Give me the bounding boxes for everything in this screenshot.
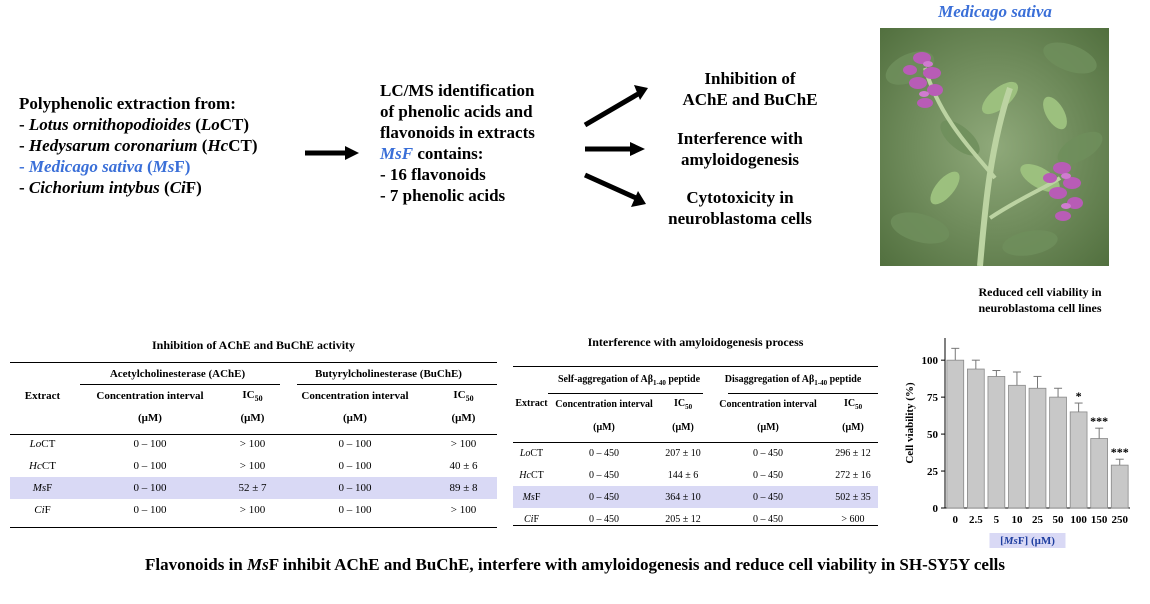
extraction-item: - Cichorium intybus (CiF) — [19, 178, 202, 197]
bar — [988, 376, 1005, 508]
x-tick-label: 10 — [1011, 514, 1023, 526]
x-axis-label: [MsF] (μM) — [1000, 535, 1055, 547]
x-tick-label: 25 — [1032, 514, 1043, 526]
table-row: CiF 0 – 450 205 ± 12 0 – 450 > 600 — [523, 513, 865, 525]
table-row: HcCT 0 – 450 144 ± 6 0 – 450 272 ± 16 — [519, 469, 871, 481]
significance-label: *** — [1090, 414, 1109, 429]
bar — [1009, 385, 1026, 508]
table1-bottom-rule — [10, 527, 497, 528]
table-row: LoCT 0 – 450 207 ± 10 0 – 450 296 ± 12 — [519, 447, 871, 459]
table2-top-rule — [513, 366, 878, 367]
significance-label: *** — [1110, 445, 1129, 460]
plant-title: Medicago sativa — [938, 2, 1052, 21]
arrow-down-right-icon — [585, 175, 646, 207]
cell-viability-chart — [895, 322, 1145, 552]
bar — [967, 369, 984, 508]
bar — [1050, 397, 1067, 508]
extraction-heading: Polyphenolic extraction from: — [19, 94, 236, 113]
y-axis-label: Cell viability (%) — [904, 382, 916, 464]
table-row-highlight: MsF 0 – 450 364 ± 10 0 – 450 502 ± 35 — [513, 486, 878, 508]
extraction-item-highlight: - Medicago sativa (MsF) — [19, 157, 191, 176]
y-tick-label: 75 — [927, 392, 938, 405]
table2-title: Interference with amyloidogenesis process — [587, 335, 804, 349]
table2: Extract Self-aggregation of $A\beta_{1-40}$ peptide Disaggregation of $A\beta_{1-40}$ peptide Concentration interval $IC_{50}$ Concentration interval $IC_{50}$ (μM) (μM) (μM) (μM) LoCT 0 – 450 207 ± 10 0 – 450 296 ± 12 HcCT 0 – 450 144 ± 6 0 – 450 272 ± 16 MsF 0 – 450 364 ± 10 0 – 450 502 ± 35 CiF 0 – 450 205 ± 12 0 – 450 > 600 — [513, 368, 878, 530]
outcome-cytotoxicity: Cytotoxicity in neuroblastoma cells — [668, 188, 812, 228]
species-name: Medicago sativa — [28, 157, 143, 176]
x-tick-label: 50 — [1052, 514, 1064, 526]
arrow-right-icon — [585, 142, 645, 156]
lcms-identification: LC/MS identification of phenolic acids and flavonoids in extracts MsF contains: - 16 flavonoids - 7 phenolic acids — [380, 81, 535, 205]
extract-header: Extract — [24, 390, 61, 402]
chart-title: Reduced cell viability in neuroblastoma cell lines — [978, 285, 1102, 315]
table2-group-header — [513, 368, 878, 392]
significance-label: * — [1075, 389, 1082, 404]
disaggregation-header: Disaggregation of $A\beta_{1-40}$ peptide — [724, 373, 862, 387]
extraction-item: - Lotus ornithopodioides (LoCT) — [19, 115, 250, 134]
buche-header: Butyrylcholinesterase (BuChE) — [315, 368, 462, 380]
x-tick-label: 100 — [1070, 514, 1087, 526]
y-tick-label: 25 — [927, 466, 938, 479]
x-tick-label: 5 — [993, 514, 1000, 526]
bar — [947, 360, 964, 508]
x-tick-label: 0 — [952, 514, 959, 526]
table1-title: Inhibition of AChE and BuChE activity — [151, 338, 356, 352]
bar — [1029, 388, 1046, 508]
y-tick-label: 0 — [932, 503, 938, 515]
table-row: CiF 0 – 100 > 100 0 – 100 > 100 — [34, 504, 477, 516]
table-row: LoCT 0 – 100 > 100 0 – 100 > 100 — [29, 438, 477, 450]
table1: Extract Acetylcholinesterase (AChE) Butyrylcholinesterase (BuChE) Concentration interval $IC_{50}$ Concentration interval $IC_{50}$ (μM) (μM) (μM) (μM) LoCT 0 – 100 > 100 0 – 100 > 100 HcCT 0 – 100 > 100 0 – 100 40 ± 6 MsF 0 – 100 52 ± 7 0 – 100 89 ± 8 CiF 0 – 100 > 100 0 – 100 > 100 — [10, 363, 497, 521]
bar — [1091, 439, 1108, 508]
right-arrow-icon — [303, 143, 363, 163]
x-tick-label: 150 — [1090, 514, 1108, 526]
table-row: HcCT 0 – 100 > 100 0 – 100 40 ± 6 — [29, 460, 478, 472]
outcome-inhibition: Inhibition of AChE and BuChE — [682, 69, 818, 109]
species-name: Cichorium intybus — [28, 178, 160, 197]
plant-photo — [880, 28, 1109, 266]
x-tick-label: 250 — [1111, 514, 1128, 526]
table1-group-header — [10, 363, 497, 385]
species-name: Hedysarum coronarium — [28, 136, 198, 155]
ache-header: Acetylcholinesterase (AChE) — [109, 368, 246, 380]
msf-label: MsF — [380, 144, 414, 163]
figure-caption: Flavonoids in MsF inhibit AChE and BuChE, interfere with amyloidogenesis and reduce cell viability in SH-SY5Y cells — [144, 555, 1006, 574]
species-name: Lotus ornithopodioides — [28, 115, 191, 134]
x-tick-label: 2.5 — [968, 514, 983, 526]
y-tick-label: 50 — [927, 429, 938, 442]
bar — [1111, 465, 1128, 508]
outcome-amyloid: Interference with amyloidogenesis — [677, 129, 803, 169]
self-aggregation-header: Self-aggregation of $A\beta_{1-40}$ peptide — [557, 373, 701, 387]
arrow-up-right-icon — [585, 85, 648, 125]
extraction-list — [19, 93, 258, 198]
table-row-highlight: MsF 0 – 100 52 ± 7 0 – 100 89 ± 8 — [10, 477, 497, 499]
extraction-item: - Hedysarum coronarium (HcCT) — [19, 136, 258, 155]
extract-header: Extract — [515, 397, 548, 409]
y-tick-label: 100 — [921, 355, 938, 368]
bar — [1070, 412, 1087, 508]
